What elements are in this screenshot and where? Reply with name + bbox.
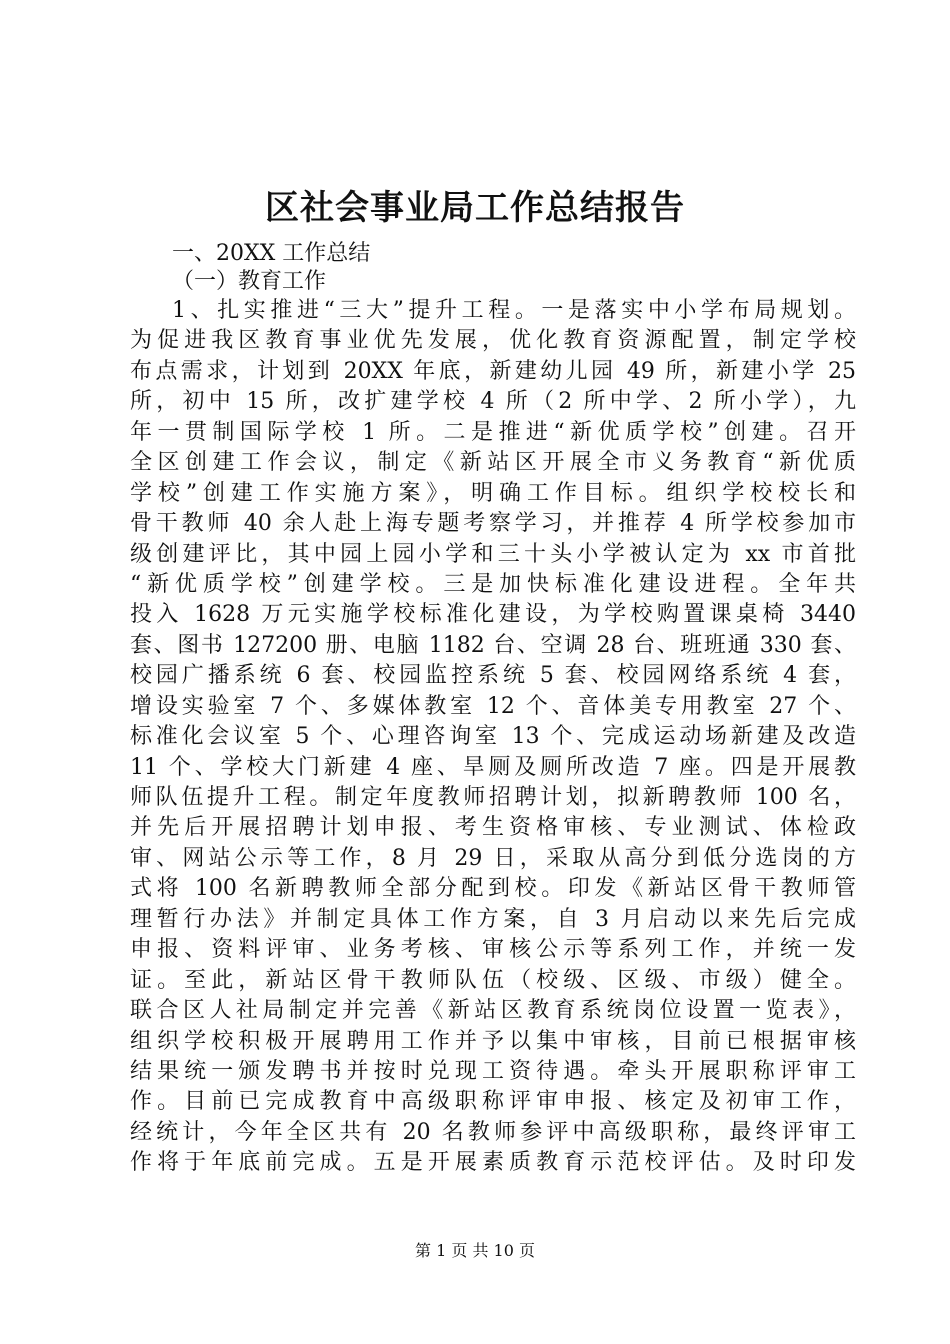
paragraph-line: 骨干教师 40 余人赴上海专题考察学习，并推荐 4 所学校参加市 (130, 511, 856, 537)
paragraph-line: 审、网站公示等工作，8 月 29 日，采取从高分到低分选岗的方 (130, 845, 856, 871)
subsection-heading: （一）教育工作 (172, 269, 327, 294)
paragraph-line: 投入 1628 万元实施学校标准化建设，为学校购置课桌椅 3440 (130, 602, 856, 628)
paragraph-line: 全区创建工作会议，制定《新站区开展全市义务教育“新优质 (130, 450, 856, 476)
section-heading: 一、20XX 工作总结 (172, 241, 371, 266)
paragraph-line: 师队伍提升工程。制定年度教师招聘计划，拟新聘教师 100 名， (130, 785, 856, 810)
paragraph-line: 作。目前已完成教育中高级职称评审申报、核定及初审工作， (130, 1089, 856, 1115)
paragraph-line: 标准化会议室 5 个、心理咨询室 13 个、完成运动场新建及改造 (130, 724, 856, 750)
paragraph-line: 经统计，今年全区共有 20 名教师参评中高级职称，最终评审工 (130, 1119, 856, 1145)
paragraph-line: 增设实验室 7 个、多媒体教室 12 个、音体美专用教室 27 个、 (130, 693, 856, 719)
paragraph-line: 所，初中 15 所，改扩建学校 4 所（2 所中学、2 所小学），九 (130, 389, 856, 415)
paragraph-line: 作将于年底前完成。五是开展素质教育示范校评估。及时印发 (130, 1150, 856, 1176)
document-title: 区社会事业局工作总结报告 (265, 188, 685, 228)
paragraph-line: 式将 100 名新聘教师全部分配到校。印发《新站区骨干教师管 (130, 876, 856, 902)
paragraph-line: 申报、资料评审、业务考核、审核公示等系列工作，并统一发 (130, 937, 856, 963)
paragraph-line: 年一贯制国际学校 1 所。二是推进“新优质学校”创建。召开 (130, 419, 856, 445)
body-paragraph (130, 296, 856, 1179)
page-number: 第 1 页 共 10 页 (415, 1241, 535, 1260)
paragraph-line: 结果统一颁发聘书并按时兑现工资待遇。牵头开展职称评审工 (130, 1058, 856, 1084)
paragraph-line: 理暂行办法》并制定具体工作方案，自 3 月启动以来先后完成 (130, 906, 856, 932)
paragraph-line: 级创建评比，其中园上园小学和三十头小学被认定为 xx 市首批 (130, 541, 856, 567)
paragraph-line: 学校”创建工作实施方案》，明确工作目标。组织学校校长和 (130, 480, 856, 506)
paragraph-line: 校园广播系统 6 套、校园监控系统 5 套、校园网络系统 4 套， (130, 663, 856, 689)
paragraph-line: 套、图书 127200 册、电脑 1182 台、空调 28 台、班班通 330 套、 (130, 632, 856, 658)
paragraph-line: 为促进我区教育事业优先发展，优化教育资源配置，制定学校 (130, 328, 856, 354)
paragraph-line: 并先后开展招聘计划申报、考生资格审核、专业测试、体检政 (130, 815, 856, 841)
paragraph-line: 组织学校积极开展聘用工作并予以集中审核，目前已根据审核 (130, 1028, 856, 1054)
paragraph-line: 1、扎实推进“三大”提升工程。一是落实中小学布局规划。 (172, 298, 856, 323)
paragraph-line: 11 个、学校大门新建 4 座、旱厕及厕所改造 7 座。四是开展教 (130, 754, 856, 780)
paragraph-line: “新优质学校”创建学校。三是加快标准化建设进程。全年共 (130, 571, 856, 597)
paragraph-line: 联合区人社局制定并完善《新站区教育系统岗位设置一览表》， (130, 998, 856, 1024)
paragraph-line: 证。至此，新站区骨干教师队伍（校级、区级、市级）健全。 (130, 967, 856, 993)
paragraph-line: 布点需求，计划到 20XX 年底，新建幼儿园 49 所，新建小学 25 (130, 358, 856, 384)
